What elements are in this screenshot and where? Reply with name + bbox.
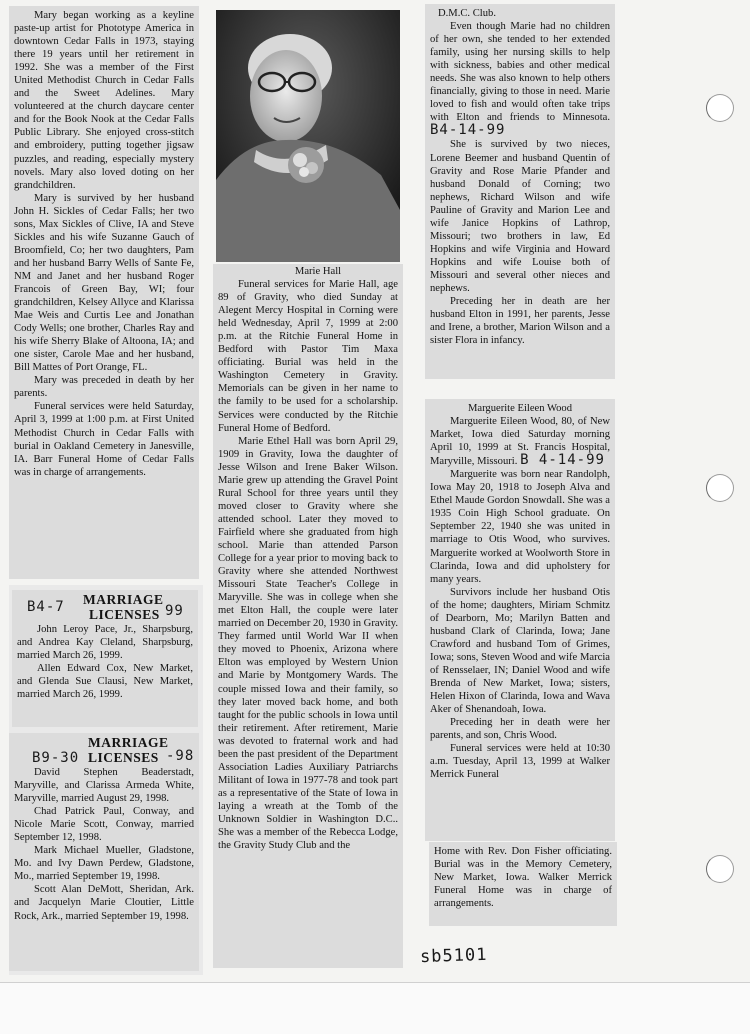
license-entry: Scott Alan DeMott, Sheridan, Ark. and Jacquelyn Marie Cloutier, Little Rock, Ark., married September 19, 1998. <box>14 884 194 922</box>
obit-paragraph: Marguerite was born near Randolph, Iowa May 20, 1918 to Joseph Alva and Ethel Maude Gordon Snowdall. She was a 1935 Coin High School graduate. On September 22, 1940 she was united in marriage to Otis Wood, who survives. Marguerite worked at Woolworth Store in Clarinda, Iowa and did upholstery for many years. <box>430 469 610 585</box>
obit-paragraph: Mary is survived by her husband John H. Sickles of Cedar Falls; her two sons, Max Sickles of Clive, IA and Steve Sickles and his wife Suzanne Gauch of Broomfield, Co; her two daughters, Pam and her husband Barry Wells of Sante Fe, NM and Janet and her husband Roger Francois of Green Bay, WI; four grandchildren, Kelsey Allyce and Klarissa Mae Weis and Curtis Lee and Jonathan Cody Wells; one brother, Charles Ray and his wife Sherry Blake of Altoona, IA; and one sister, Carole Mae and her husband, Bill Mattes of Port Orange, FL. <box>14 192 194 374</box>
obit-paragraph <box>430 415 610 468</box>
section-title: LICENSES <box>89 607 160 622</box>
photo-caption: Marie Hall <box>294 266 342 277</box>
obit-paragraph: Mary began working as a keyline paste-up artist for Phototype America in downtown Cedar Falls in 1973, staying there 19 years until her retirement in 1992. She was a member of the First United Methodist Church in Cedar Falls and the Sweet Adelines. Mary volunteered at the church daycare center and for the Book Nook at the Cedar Falls Public Library. She enjoyed cross-stitch and embroidery, putting together jigsaw puzzles, and reading, especially mystery novels. Mary also loved doting on her grandchildren. <box>14 10 194 191</box>
obit-paragraph: She is survived by two nieces, Lorene Beemer and husband Quentin of Gravity and Rose Marie Pfander and husband Donald of Corning; two nephews, Richard Wilson and wife Pauline of Gravity and Marion Lee and wife Janice Hopkins of Lathrop, Missouri; two brothers in law, Ed Hopkins and wife Virginia and Howard Hopkins and wife Louise both of Missouri and several other nieces and nephews. <box>430 139 610 294</box>
handwritten-note: B4-7 <box>27 599 65 615</box>
obit-paragraph: Preceding her in death were her parents, and son, Chris Wood. <box>430 717 610 742</box>
scan-bottom-edge <box>0 982 750 1034</box>
obit-paragraph: Home with Rev. Don Fisher officiating. Burial was in the Memory Cemetery, New Market, Iowa. Walker Merrick Funeral Home was in charge of arrangements. <box>434 846 612 910</box>
handwritten-note: 99 <box>165 603 184 619</box>
section-title: MARRIAGE <box>88 735 169 750</box>
obituary-heading: Marguerite Eileen Wood <box>467 403 573 414</box>
marriage-licenses-clipping <box>12 590 198 727</box>
obit-paragraph: Funeral services were held Saturday, April 3, 1999 at 1:00 p.m. at First United Methodist Church in Cedar Falls with burial in Oakland Cemetery in Janesville, IA. Barr Funeral Home of Cedar Falls was in charge of arrangements. <box>14 401 194 478</box>
license-entry: John Leroy Pace, Jr., Sharpsburg, and Andrea Kay Cleland, Sharpsburg, married March 26, 1999. <box>17 624 193 662</box>
license-entry: Mark Michael Mueller, Gladstone, Mo. and Ivy Dawn Perdew, Gladstone, Mo., married September 19, 1998. <box>14 845 194 883</box>
obit-paragraph: Marie Ethel Hall was born April 29, 1909 in Gravity, Iowa the daughter of Jesse Wilson and Irene Baker Wilson. Marie grew up attending the Gravel Point Rural School for three years until they moved closer to Gravity where she attended school. Later they moved to Fairfield where she graduated from high school. Marie than attended Parson College for a year prior to moving back to Gravity where she attended Northwest Missouri State Teacher's College in Maryville. She was in college when she met Elton Hall, the couple were later married on December 20, 1930 in Gravity. They farmed until World War II when they moved to Phoenix, Arizona where Elton was employed by Western Union and Marie by Montgomery Wards. The couple missed Iowa and their family, so they later moved back home, and both taught for the public schools in Iowa until their retirement. After retirement, Marie was devoted to fraternal work and had been the past president of the Department Association Ladies Auxiliary Patriarchs Militant of Iowa in 1977-78 and took part as a representative of the State of Iowa in laying a wreath at the Tomb of the Unknown Soldier in Washington D.C.. She was a member of the Rebecca Lodge, the Gravity Study Club and the <box>218 435 398 852</box>
license-entry: David Stephen Beaderstadt, Maryville, and Clarissa Armeda White, Maryville, married August 29, 1998. <box>14 767 194 805</box>
marie-hall-obituary-continued <box>425 4 615 379</box>
marriage-licenses-clipping <box>9 733 199 971</box>
obit-paragraph: D.M.C. Club. <box>438 8 496 19</box>
obit-paragraph: Funeral services were held at 10:30 a.m. Tuesday, April 13, 1999 at Walker Merrick Funeral <box>430 743 610 781</box>
obit-paragraph <box>430 20 610 138</box>
marie-hall-obituary <box>213 264 403 968</box>
obit-paragraph: Funeral services for Marie Hall, age 89 of Gravity, who died Sunday at Alegent Mercy Hospital in Corning were held Wednesday, April 7, 1999 at 2:00 p.m. at the Ritchie Funeral Home in Bedford with Pastor Tim Maxa officiating. Burial was held in the Washington Cemetery in Gravity. Memorials can be given in her name to the family to be used for a scholarship. Services were conducted by the Ritchie Funeral Home of Bedford. <box>218 279 398 434</box>
marguerite-wood-obituary <box>425 399 615 841</box>
marguerite-wood-obituary-continued <box>429 842 617 926</box>
license-entry: Chad Patrick Paul, Conway, and Nicole Marie Scott, Conway, married September 12, 1998. <box>14 806 194 844</box>
obit-paragraph: Mary was preceded in death by her parents. <box>14 375 194 400</box>
license-entry: Allen Edward Cox, New Market, and Glenda Sue Clausi, New Market, married March 26, 1999. <box>17 663 193 701</box>
section-title: LICENSES <box>88 750 159 765</box>
left-obituary-clipping <box>9 6 199 579</box>
handwritten-date: B4-14-99 <box>430 122 506 139</box>
binder-hole <box>706 94 734 122</box>
binder-hole <box>706 855 734 883</box>
portrait-photo <box>216 10 400 262</box>
section-title: MARRIAGE <box>83 592 164 607</box>
obit-text: Marguerite Eileen Wood, 80, of New Market, Iowa died Saturday morning April 10, 1999 at St. Francis Hospital, Maryville, Missouri. <box>430 416 610 468</box>
portrait-photo-art <box>216 10 400 262</box>
binder-hole <box>706 474 734 502</box>
obit-paragraph: Preceding her in death are her husband Elton in 1991, her parents, Jesse and Irene, a brother, Marion Wilson and a sister Flora in infancy. <box>430 296 610 347</box>
page-number-note: sb5101 <box>419 944 488 968</box>
obit-paragraph: Survivors include her husband Otis of the home; daughters, Miriam Schmitz of Dearborn, Mo; Marilyn Batten and husband Clark of Clarinda, Iowa; Jane Crawford and husband Tom of Grimes, Iowa; sons, Steven Wood and wife Marcia of Rensselaer, IN; Daniel Wood and wife Brenda of New Market, Iowa; sisters, Helen Hixon of Clarinda, Iowa and Wava Aker of Shenandoah, Iowa. <box>430 586 610 716</box>
handwritten-note: B9-30 <box>32 750 80 766</box>
handwritten-date: B 4-14-99 <box>520 452 605 469</box>
handwritten-note: -98 <box>166 748 195 764</box>
obit-text: Even though Marie had no children of her own, she tended to her extended family, using her nursing skills to help with sickness, babies and other medical needs. She was also known to help others financially, giving to those in need. Marie loved to fish and would often take trips with Elton and friends to Minnesota. <box>430 21 610 124</box>
